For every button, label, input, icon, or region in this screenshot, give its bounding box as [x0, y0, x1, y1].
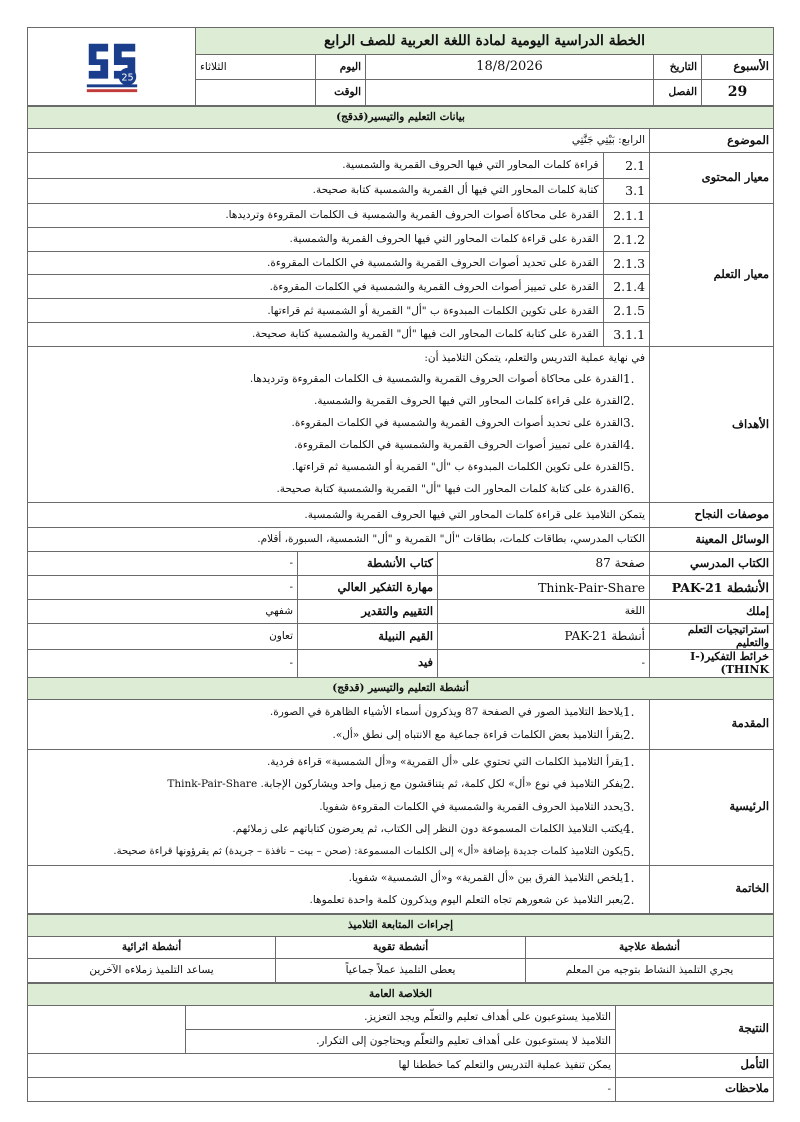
activity-num: 2.: [623, 728, 635, 743]
enrich-label: أنشطة اثرائية: [28, 936, 276, 958]
learning-standard-label: معيار التعلم: [650, 204, 774, 347]
fad-label: فيد: [298, 650, 438, 677]
activity-item: [32, 845, 645, 859]
semester-label: الفصل: [654, 80, 702, 106]
activity-item: [32, 755, 645, 769]
activity-item: [32, 800, 645, 814]
activity-text: يقرأ التلاميذ بعض الكلمات قراءة جماعية مع الانتباه إلى نطق «أل».: [332, 729, 624, 742]
result-label: النتيجة: [616, 1005, 774, 1053]
learning-standard-text: القدرة على قراءة كلمات المحاور التي فيها الحروف القمرية والشمسية.: [28, 227, 603, 251]
activity-text: يفكر التلاميذ في نوع «أل» لكل كلمة، ثم يتناقشون مع زميل واحد ويشاركون الإجابة. Think-Pair-Share: [167, 778, 624, 791]
activity-book-value: -: [28, 552, 298, 576]
assessment-label: التقييم والتقدير: [298, 600, 438, 624]
header-table: [27, 27, 774, 106]
section-title-followup: إجراءات المتابعة التلاميذ: [28, 914, 774, 936]
assessment-value: شفهي: [28, 600, 298, 624]
emk-label: إملك: [650, 600, 774, 624]
learning-standard-num: 2.1.2: [603, 227, 649, 251]
notes-value: -: [28, 1077, 616, 1101]
section-title-activities: أنشطة التعليم والتيسير (قدقج): [28, 677, 774, 699]
followup-table: [27, 914, 774, 983]
reinforce-value: يعطى التلميذ عملاً جماعياً: [276, 958, 526, 982]
learning-standard-num: 2.1.3: [603, 251, 649, 275]
objectives-intro: في نهاية عملية التدريس والتعلم، يتمكن التلاميذ أن:: [424, 352, 646, 365]
learning-standard-text: القدرة على تكوين الكلمات المبدوءة ب "أل" القمرية أو الشمسية ثم قراءتها.: [28, 299, 603, 323]
strategies-label: استراتيجيات التعلم والتعليم: [650, 624, 774, 650]
date-label: التاريخ: [654, 55, 702, 80]
content-standard-label: معيار المحتوى: [650, 153, 774, 204]
activity-item: [32, 893, 645, 907]
textbook-label: الكتاب المدرسي: [650, 552, 774, 576]
activity-num: 1.: [623, 755, 635, 770]
activity-text: يعبر التلاميذ عن شعورهم تجاه التعلم اليوم ويذكرون كلمة واحدة تعلموها.: [309, 893, 624, 906]
objectives-label: الأهداف: [650, 347, 774, 503]
summary-table: [27, 983, 774, 1102]
content-standard-num: 3.1: [603, 178, 649, 203]
pak21-value: Think-Pair-Share: [438, 576, 650, 600]
semester-value: [366, 80, 654, 106]
enrich-value: يساعد التلميذ زملاءه الآخرين: [28, 958, 276, 982]
activity-book-label: كتاب الأنشطة: [298, 552, 438, 576]
objective-item: [32, 394, 645, 408]
learning-standard-text: القدرة على تحديد أصوات الحروف القمرية والشمسية في الكلمات المقروءة.: [28, 251, 603, 275]
activity-item: [32, 822, 645, 836]
content-standard-num: 2.1: [603, 153, 649, 178]
learning-standard-num: 2.1.1: [603, 204, 649, 227]
section-title-summary: الخلاصة العامة: [28, 983, 774, 1005]
learning-standard-text: القدرة على كتابة كلمات المحاور الت فيها "أل" القمرية والشمسية كتابة صحيحة.: [28, 323, 603, 346]
activity-text: يلاحظ التلاميذ الصور في الصفحة 87 ويذكرون أسماء الأشياء الظاهرة في الصورة.: [269, 706, 624, 719]
learning-standard-num: 2.1.5: [603, 299, 649, 323]
plan-title: الخطة الدراسية اليومية لمادة اللغة العربية للصف الرابع: [196, 28, 774, 55]
lesson-data-table: [27, 106, 774, 914]
objective-item: [32, 482, 645, 496]
success-criteria-value: يتمكن التلاميذ على قراءة كلمات المحاور التي فيها الحروف القمرية والشمسية.: [28, 503, 650, 528]
closing-phase-label: الخاتمة: [650, 865, 774, 913]
activity-text: يكتب التلاميذ الكلمات المسموعة دون النظر إلى الكتاب، ثم يعرضون كتاباتهم على زملائهم.: [232, 823, 624, 836]
emk-value: اللغة: [438, 600, 650, 624]
school-logo: [28, 28, 196, 106]
learning-standard-list: [28, 204, 650, 347]
main-phase-list: [28, 749, 650, 865]
values-value: تعاون: [28, 624, 298, 650]
values-label: القيم النبيلة: [298, 624, 438, 650]
objective-item: [32, 372, 645, 386]
result-blank: [28, 1005, 186, 1053]
activity-item: [32, 728, 645, 742]
learning-standard-text: القدرة على محاكاة أصوات الحروف القمرية والشمسية ف الكلمات المقروءة وترديدها.: [28, 204, 603, 227]
objective-num: 3.: [623, 416, 635, 431]
activity-num: 2.: [623, 892, 635, 907]
section-title-data: بيانات التعليم والتيسير(قدقج): [28, 107, 774, 129]
activity-num: 4.: [623, 822, 635, 837]
strategies-value: أنشطة PAK-21: [438, 624, 650, 650]
hots-value: -: [28, 576, 298, 600]
activity-item: [32, 705, 645, 719]
intro-phase-list: [28, 699, 650, 749]
time-value: [196, 80, 316, 106]
learning-standard-text: القدرة على تمييز أصوات الحروف القمرية والشمسية في الكلمات المقروءة.: [28, 275, 603, 299]
ithink-value: -: [438, 650, 650, 677]
objective-text: القدرة على قراءة كلمات المحاور التي فيها الحروف القمرية والشمسية.: [314, 395, 624, 408]
objective-num: 4.: [623, 438, 635, 453]
aids-label: الوسائل المعينة: [650, 528, 774, 552]
content-standard-text: كتابة كلمات المحاور التي فيها أل القمرية والشمسية كتابة صحيحة.: [28, 178, 603, 203]
activity-text: يلخص التلاميذ الفرق بين «أل القمرية» و«أل الشمسية» شفويا.: [348, 871, 624, 884]
topic-value: الرابع: بَيْتِي جَنَّتِي: [28, 129, 650, 153]
activity-num: 1.: [623, 705, 635, 720]
objective-text: القدرة على محاكاة أصوات الحروف القمرية والشمسية ف الكلمات المقروءة وترديدها.: [249, 373, 624, 386]
reflection-label: التأمل: [616, 1053, 774, 1077]
week-label: الأسبوع: [702, 55, 774, 80]
success-criteria-label: موصفات النجاح: [650, 503, 774, 528]
remedial-value: يجري التلميذ النشاط بتوجيه من المعلم: [526, 958, 774, 982]
time-label: الوقت: [316, 80, 366, 106]
learning-standard-num: 2.1.4: [603, 275, 649, 299]
textbook-value: صفحة 87: [438, 552, 650, 576]
objective-text: القدرة على تكوين الكلمات المبدوءة ب "أل" القمرية أو الشمسية ثم قراءتها.: [291, 461, 624, 474]
activity-text: يقرأ التلاميذ الكلمات التي تحتوي على «أل القمرية» و«أل الشمسية» قراءة فردية.: [266, 755, 624, 768]
pak21-label: الأنشطة PAK-21: [650, 576, 774, 600]
result-2: التلاميذ لا يستوعبون على أهداف تعليم والتعلّم ويحتاجون إلى التكرار.: [186, 1029, 616, 1053]
date-value: 18/8/2026: [366, 55, 654, 80]
day-label: اليوم: [316, 55, 366, 80]
objective-item: [32, 438, 645, 452]
objective-num: 1.: [623, 372, 635, 387]
objective-num: 2.: [623, 394, 635, 409]
main-phase-label: الرئيسية: [650, 749, 774, 865]
reflection-value: يمكن تنفيذ عملية التدريس والتعلم كما خططنا لها: [28, 1053, 616, 1077]
activity-num: 2.: [623, 777, 635, 792]
objectives-list: [28, 347, 650, 503]
closing-phase-list: [28, 865, 650, 913]
result-1: التلاميذ يستوعبون على أهداف تعليم والتعلّم ويجد التعزيز.: [186, 1005, 616, 1029]
content-standard-list: [28, 153, 650, 204]
remedial-label: أنشطة علاجية: [526, 936, 774, 958]
aids-value: الكتاب المدرسي، بطاقات كلمات، بطاقات "أل" القمرية و "أل" الشمسية، السبورة، أقلام.: [28, 528, 650, 552]
activity-text: يحدد التلاميذ الحروف القمرية والشمسية في الكلمات المقروءة شفويا.: [319, 800, 624, 813]
activity-num: 1.: [623, 870, 635, 885]
topic-label: الموضوع: [650, 129, 774, 153]
activity-text: يكون التلاميذ كلمات جديدة بإضافة «أل» إلى الكلمات المسموعة: (صحن – بيت – نافذة – جريدة) ثم يقرؤونها قراءة صحيحة.: [113, 845, 624, 857]
school-logo-icon: [81, 34, 143, 96]
intro-phase-label: المقدمة: [650, 699, 774, 749]
activity-item: [32, 871, 645, 885]
fad-value: -: [28, 650, 298, 677]
objective-item: [32, 416, 645, 430]
hots-label: مهارة التفكير العالي: [298, 576, 438, 600]
content-standard-text: قراءة كلمات المحاور التي فيها الحروف القمرية والشمسية.: [28, 153, 603, 178]
objective-item: [32, 460, 645, 474]
objective-text: القدرة على كتابة كلمات المحاور الت فيها "أل" القمرية والشمسية كتابة صحيحة.: [276, 483, 624, 496]
week-value: 29: [702, 80, 774, 106]
lesson-plan-page: [27, 27, 773, 1102]
objective-num: 6.: [623, 482, 635, 497]
objective-text: القدرة على تحديد أصوات الحروف القمرية والشمسية في الكلمات المقروءة.: [291, 417, 624, 430]
activity-item: [32, 777, 645, 791]
activity-num: 5.: [623, 844, 635, 859]
reinforce-label: أنشطة تقوية: [276, 936, 526, 958]
objective-text: القدرة على تمييز أصوات الحروف القمرية والشمسية في الكلمات المقروءة.: [294, 439, 624, 452]
objective-num: 5.: [623, 460, 635, 475]
day-value: الثلاثاء: [196, 55, 316, 80]
activity-num: 3.: [623, 799, 635, 814]
notes-label: ملاحظات: [616, 1077, 774, 1101]
ithink-label: خرائط التفكير(I-THINK): [650, 650, 774, 677]
logo-number: 25: [120, 72, 134, 84]
learning-standard-num: 3.1.1: [603, 323, 649, 346]
